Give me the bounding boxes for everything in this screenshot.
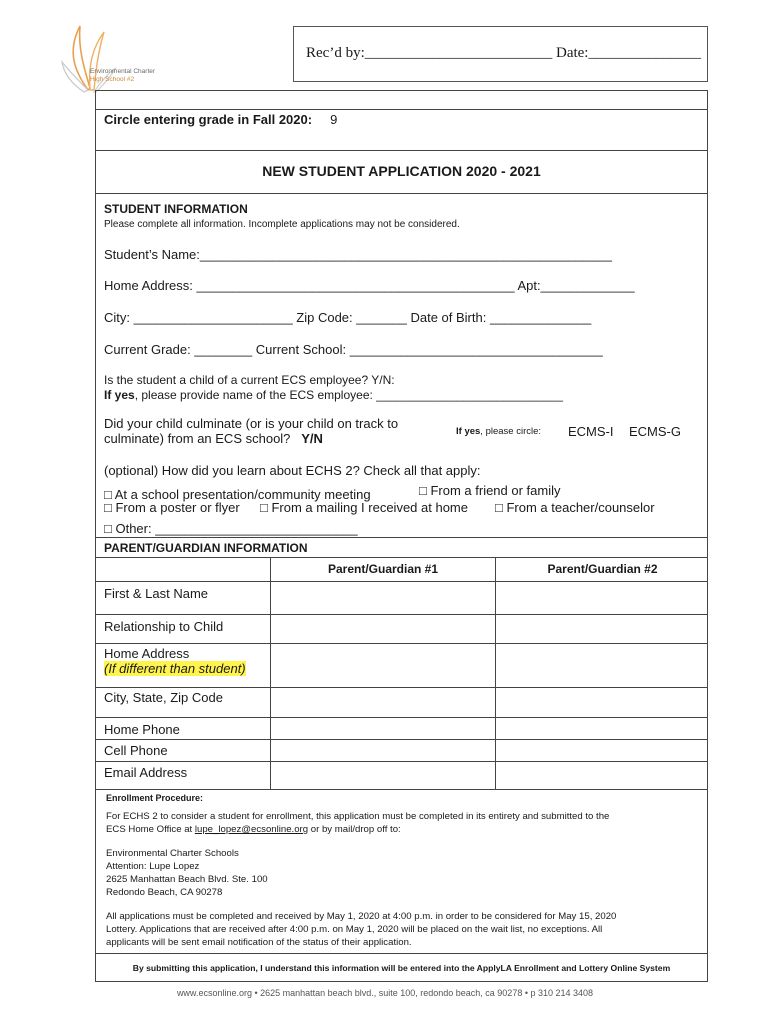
mail-address-line-1: Environmental Charter Schools	[106, 848, 239, 859]
checkbox-other[interactable]: □ Other: ____________________________	[104, 521, 358, 536]
checkbox-presentation[interactable]: □ At a school presentation/community meeting	[104, 487, 371, 502]
parent1-city-cell[interactable]	[270, 688, 495, 717]
parent2-home-phone-cell[interactable]	[495, 718, 709, 739]
enrollment-heading: Enrollment Procedure:	[106, 793, 204, 803]
employee-name-line: , please provide name of the ECS employee: ____________________________	[134, 388, 564, 402]
parent1-cell-phone-cell[interactable]	[270, 740, 495, 761]
parent1-email-cell[interactable]	[270, 762, 495, 789]
parent2-cell-phone-cell[interactable]	[495, 740, 709, 761]
checkbox-poster[interactable]: □ From a poster or flyer	[104, 500, 240, 515]
email-link[interactable]: lupe_lopez@ecsonline.org	[194, 824, 309, 835]
if-yes-bold: If yes	[456, 426, 481, 437]
application-title: NEW STUDENT APPLICATION 2020 - 2021	[96, 150, 707, 194]
employee-name-field[interactable]	[104, 388, 563, 402]
row-label-address: Home Address	[104, 646, 190, 661]
row-label-name: First & Last Name	[104, 586, 209, 601]
employee-if-yes: If yes	[104, 388, 135, 402]
culminate-question-2	[104, 431, 323, 446]
parent-column-header-row	[96, 557, 707, 581]
parent2-email-cell[interactable]	[495, 762, 709, 789]
if-yes-rest: , please circle:	[480, 426, 542, 437]
enrollment-para-1b	[106, 823, 401, 836]
culminate-if-yes-label	[456, 426, 541, 437]
enrollment-procedure	[96, 789, 707, 949]
table-row	[96, 581, 707, 614]
enrollment-para-1a: For ECHS 2 to consider a student for enrollment, this application must be completed in its entirety and submitted to the	[106, 811, 610, 822]
culminate-yn[interactable]: Y/N	[301, 431, 323, 446]
row-label-email: Email Address	[104, 765, 188, 780]
logo-text: Environmental Charter	[90, 68, 156, 75]
parent1-relationship-cell[interactable]	[270, 615, 495, 643]
table-row	[96, 717, 707, 739]
employee-question: Is the student a child of a current ECS employee? Y/N:	[104, 373, 395, 387]
mail-address-line-2: Attention: Lupe Lopez	[106, 861, 200, 872]
received-by-box	[293, 26, 708, 82]
student-info-heading: STUDENT INFORMATION	[104, 202, 248, 216]
parent2-city-cell[interactable]	[495, 688, 709, 717]
culminate-question-text: culminate) from an ECS school?	[104, 431, 291, 446]
row-label-home-phone: Home Phone	[104, 722, 180, 737]
student-info-note: Please complete all information. Incomplete applications may not be considered.	[104, 219, 460, 230]
parent1-header-cell	[270, 558, 495, 581]
parent1-name-cell[interactable]	[270, 582, 495, 614]
parent1-header: Parent/Guardian #1	[327, 562, 439, 576]
received-by-line: Rec’d by:_________________________ Date:_______________	[306, 45, 701, 61]
checkbox-friend[interactable]: □ From a friend or family	[419, 483, 561, 498]
parent1-home-phone-cell[interactable]	[270, 718, 495, 739]
row-label-city: City, State, Zip Code	[104, 690, 223, 705]
home-address-field[interactable]: Home Address: ____________________________________________ Apt:_____________	[104, 278, 635, 293]
mail-address-line-3: 2625 Manhattan Beach Blvd. Ste. 100	[106, 874, 268, 885]
leaf-logo-icon	[58, 18, 118, 98]
student-name-field[interactable]: Student’s Name:_________________________________________________________	[104, 247, 612, 262]
city-zip-dob-field[interactable]: City: ______________________ Zip Code: _______ Date of Birth: ______________	[104, 310, 592, 325]
parent-info-heading: PARENT/GUARDIAN INFORMATION	[104, 541, 308, 555]
parent2-name-cell[interactable]	[495, 582, 709, 614]
table-row	[96, 687, 707, 717]
current-grade-school-field[interactable]: Current Grade: ________ Current School: ___________________________________	[104, 342, 603, 357]
mail-address-line-4: Redondo Beach, CA 90278	[106, 887, 223, 898]
parent2-address-cell[interactable]	[495, 644, 709, 687]
enrollment-para-2a: All applications must be completed and received by May 1, 2020 at 4:00 p.m. in order to be considered for May 15, 2020	[106, 911, 617, 922]
parent1-address-cell[interactable]	[270, 644, 495, 687]
option-ecms-i[interactable]: ECMS-I	[568, 424, 614, 439]
enrollment-para-2c: applicants will be sent email notification of the status of their application.	[106, 937, 412, 948]
row-label-cell-phone: Cell Phone	[104, 743, 168, 758]
submission-note: By submitting this application, I understand this information will be entered into the ApplyLA Enrollment and Lottery Online System	[96, 953, 707, 983]
enrollment-para-1b-pre: ECS Home Office at	[106, 824, 195, 835]
grade-label: Circle entering grade in Fall 2020:	[104, 112, 313, 127]
culminate-question-1: Did your child culminate (or is your child on track to	[104, 416, 399, 431]
grade-line	[104, 112, 337, 127]
parent-heading-row	[96, 537, 707, 557]
enrollment-para-1b-post: or by mail/drop off to:	[308, 824, 401, 835]
page-footer: www.ecsonline.org • 2625 manhattan beach blvd., suite 100, redondo beach, ca 90278 • p 310 214 3408	[176, 988, 594, 998]
table-row	[96, 739, 707, 761]
option-ecms-g[interactable]: ECMS-G	[629, 424, 681, 439]
address-note: (If different than student)	[104, 661, 246, 676]
table-row	[96, 614, 707, 643]
parent2-relationship-cell[interactable]	[495, 615, 709, 643]
table-row	[96, 643, 707, 687]
school-logo	[58, 18, 178, 96]
checkbox-teacher[interactable]: □ From a teacher/counselor	[495, 500, 655, 515]
optional-question: (optional) How did you learn about ECHS 2? Check all that apply:	[104, 463, 481, 478]
parent2-header: Parent/Guardian #2	[547, 562, 658, 576]
grade-value[interactable]: 9	[330, 112, 338, 127]
table-row	[96, 761, 707, 789]
enrollment-para-2b: Lottery. Applications that are received after 4:00 p.m. on May 1, 2020 will be placed on the wait list, no exceptions. All	[106, 924, 603, 935]
row-label-relationship: Relationship to Child	[104, 619, 224, 634]
parent2-header-cell	[495, 558, 709, 581]
application-form	[95, 90, 708, 982]
logo-subtext: High School #2	[90, 76, 135, 83]
checkbox-mailing[interactable]: □ From a mailing I received at home	[260, 500, 468, 515]
